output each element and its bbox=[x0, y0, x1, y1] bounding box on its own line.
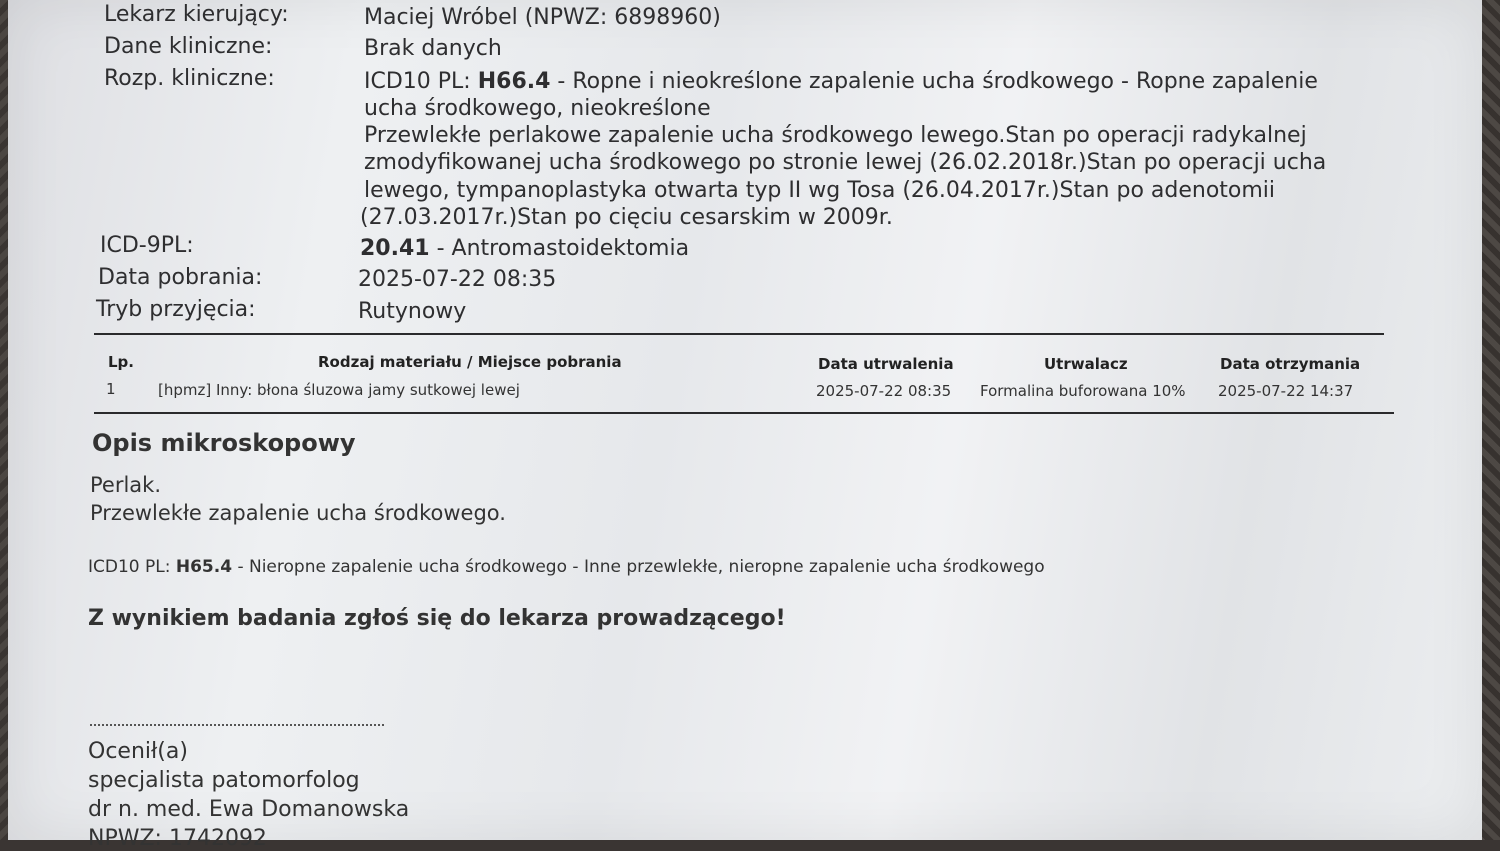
clinical-diagnosis-line2: ucha środkowego, nieokreślone bbox=[364, 96, 711, 121]
referring-physician-label: Lekarz kierujący: bbox=[104, 2, 289, 27]
signature-evaluated-by: Ocenił(a) bbox=[88, 739, 188, 764]
microscopy-line2: Przewlekłe zapalenie ucha środkowego. bbox=[90, 501, 506, 525]
col-header-fixation-date: Data utrwalenia bbox=[818, 355, 954, 373]
col-header-material: Rodzaj materiału / Miejsce pobrania bbox=[318, 353, 622, 371]
col-header-fixative: Utrwalacz bbox=[1044, 355, 1128, 373]
signature-name: dr n. med. Ewa Domanowska bbox=[88, 797, 410, 822]
clinical-diagnosis-line5: lewego, tympanoplastyka otwarta typ II wg Tosa (26.04.2017r.)Stan po adenotomii bbox=[364, 178, 1276, 203]
clinical-data-value: Brak danych bbox=[364, 36, 502, 61]
admission-mode-value: Rutynowy bbox=[358, 299, 467, 324]
clinical-diagnosis-line3: Przewlekłe perlakowe zapalenie ucha środkowego lewego.Stan po operacji radykalnej bbox=[364, 123, 1307, 148]
table-row-number: 1 bbox=[106, 380, 116, 398]
follow-up-notice: Z wynikiem badania zgłoś się do lekarza prowadzącego! bbox=[88, 606, 786, 631]
microscopy-icd10-code: H65.4 bbox=[175, 557, 233, 577]
icd10-prefix: ICD10 PL: bbox=[364, 69, 478, 94]
col-header-received-date: Data otrzymania bbox=[1220, 355, 1361, 373]
diagnosis-line1-rest: - Ropne i nieokreślone zapalenie ucha środkowego - Ropne zapalenie bbox=[550, 69, 1318, 94]
microscopy-line1: Perlak. bbox=[90, 473, 162, 497]
collection-date-value: 2025-07-22 08:35 bbox=[358, 267, 557, 292]
table-row-received-date: 2025-07-22 14:37 bbox=[1218, 382, 1354, 400]
table-row-fixative: Formalina buforowana 10% bbox=[980, 382, 1186, 400]
signature-line bbox=[90, 724, 384, 726]
signature-npwz: NPWZ: 1742092 bbox=[88, 826, 267, 851]
clinical-diagnosis-label: Rozp. kliniczne: bbox=[104, 66, 275, 91]
table-bottom-rule bbox=[94, 412, 1394, 414]
col-header-number: Lp. bbox=[108, 353, 134, 371]
table-top-rule bbox=[94, 333, 1384, 335]
collection-date-label: Data pobrania: bbox=[98, 265, 263, 290]
microscopy-icd10-desc: - Nieropne zapalenie ucha środkowego - Inne przewlekłe, nieropne zapalenie ucha środkowego bbox=[232, 557, 1045, 577]
clinical-data-label: Dane kliniczne: bbox=[104, 34, 273, 59]
clinical-diagnosis-line4: zmodyfikowanej ucha środkowego po stronie lewej (26.02.2018r.)Stan po operacji ucha bbox=[364, 150, 1327, 175]
icd9-code: 20.41 bbox=[360, 236, 430, 261]
microscopy-title: Opis mikroskopowy bbox=[92, 429, 356, 457]
referring-physician-value: Maciej Wróbel (NPWZ: 6898960) bbox=[364, 5, 721, 30]
icd9-desc: - Antromastoidektomia bbox=[429, 236, 690, 261]
signature-title: specjalista patomorfolog bbox=[88, 768, 360, 793]
admission-mode-label: Tryb przyjęcia: bbox=[96, 297, 256, 322]
document-page bbox=[8, 0, 1482, 851]
icd9-value bbox=[360, 236, 689, 261]
clinical-diagnosis-line1 bbox=[364, 69, 1318, 94]
table-row-material: [hpmz] Inny: błona śluzowa jamy sutkowej lewej bbox=[158, 381, 520, 399]
microscopy-icd10 bbox=[88, 557, 1045, 577]
microscopy-icd10-prefix: ICD10 PL: bbox=[88, 557, 176, 577]
table-row-fixation-date: 2025-07-22 08:35 bbox=[816, 382, 952, 400]
icd10-code: H66.4 bbox=[477, 69, 551, 94]
clinical-diagnosis-line6: (27.03.2017r.)Stan po cięciu cesarskim w 2009r. bbox=[360, 205, 893, 230]
icd9-label: ICD-9PL: bbox=[100, 233, 194, 258]
